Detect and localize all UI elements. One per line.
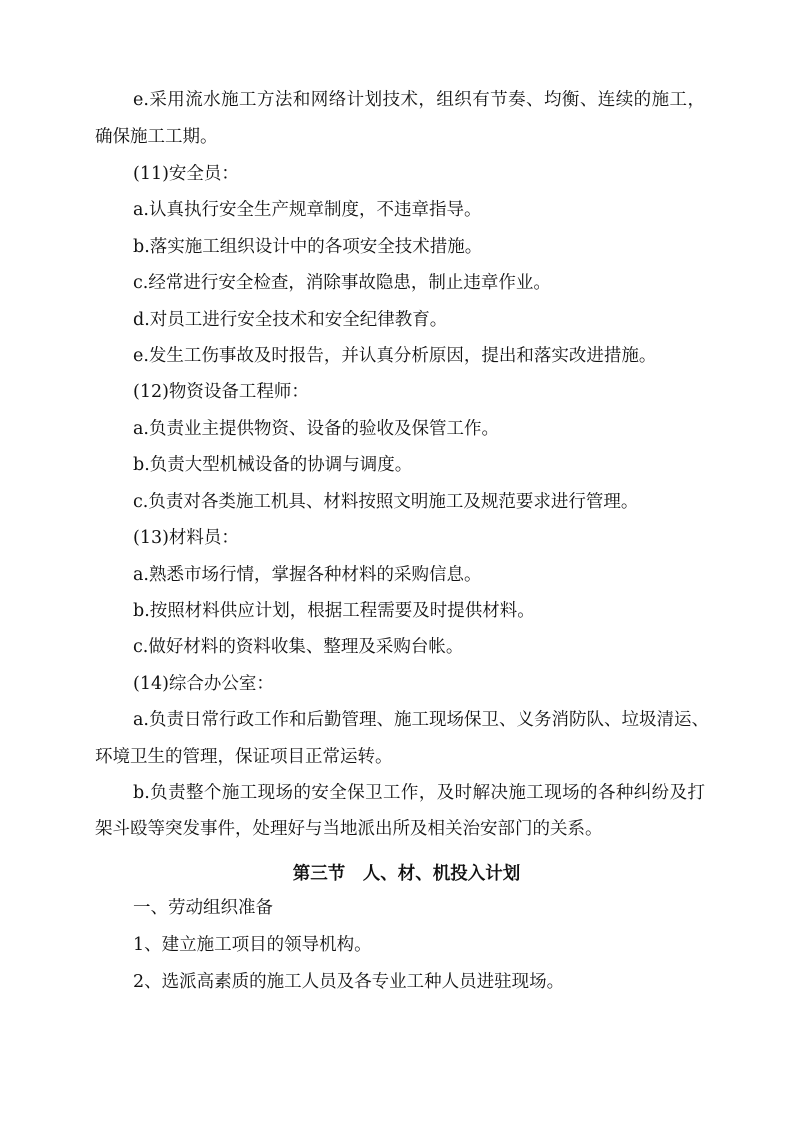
list-item: a.熟悉市场行情，掌握各种材料的采购信息。 — [133, 565, 482, 585]
list-item-continuation: 环境卫生的管理，保证项目正常运转。 — [95, 747, 393, 767]
list-item: d.对员工进行安全技术和安全纪律教育。 — [133, 310, 448, 330]
list-item-continuation: 架斗殴等突发事件，处理好与当地派出所及相关治安部门的关系。 — [95, 819, 603, 839]
list-item: a.认真执行安全生产规章制度，不违章指导。 — [133, 200, 482, 220]
subsection-heading: (13)材料员： — [133, 528, 239, 548]
subsection-heading: 一、劳动组织准备 — [133, 898, 273, 918]
list-item: e.发生工伤事故及时报告，并认真分析原因，提出和落实改进措施。 — [133, 346, 657, 366]
subsection-heading: (12)物资设备工程师： — [133, 382, 309, 402]
list-item: b.负责大型机械设备的协调与调度。 — [133, 455, 413, 475]
paragraph-line: 确保施工工期。 — [95, 127, 218, 147]
list-item: 2、选派高素质的施工人员及各专业工种人员进驻现场。 — [133, 972, 565, 992]
list-item: c.经常进行安全检查，消除事故隐患，制止违章作业。 — [133, 273, 551, 293]
list-item: c.负责对各类施工机具、材料按照文明施工及规范要求进行管理。 — [133, 492, 639, 512]
paragraph-line: e.采用流水施工方法和网络计划技术，组织有节奏、均衡、连续的施工， — [133, 90, 705, 110]
section-heading: 第三节 人、材、机投入计划 — [292, 864, 521, 884]
subsection-heading: (11)安全员： — [133, 164, 239, 184]
list-item: b.负责整个施工现场的安全保卫工作，及时解决施工现场的各种纠纷及打 — [133, 783, 705, 803]
subsection-heading: (14)综合办公室： — [133, 674, 274, 694]
list-item: b.落实施工组织设计中的各项安全技术措施。 — [133, 237, 483, 257]
list-item: 1、建立施工项目的领导机构。 — [133, 935, 372, 955]
list-item: c.做好材料的资料收集、整理及采购台帐。 — [133, 637, 464, 657]
list-item: a.负责业主提供物资、设备的验收及保管工作。 — [133, 419, 499, 439]
list-item: b.按照材料供应计划，根据工程需要及时提供材料。 — [133, 601, 535, 621]
list-item: a.负责日常行政工作和后勤管理、施工现场保卫、义务消防队、垃圾清运、 — [133, 710, 709, 730]
